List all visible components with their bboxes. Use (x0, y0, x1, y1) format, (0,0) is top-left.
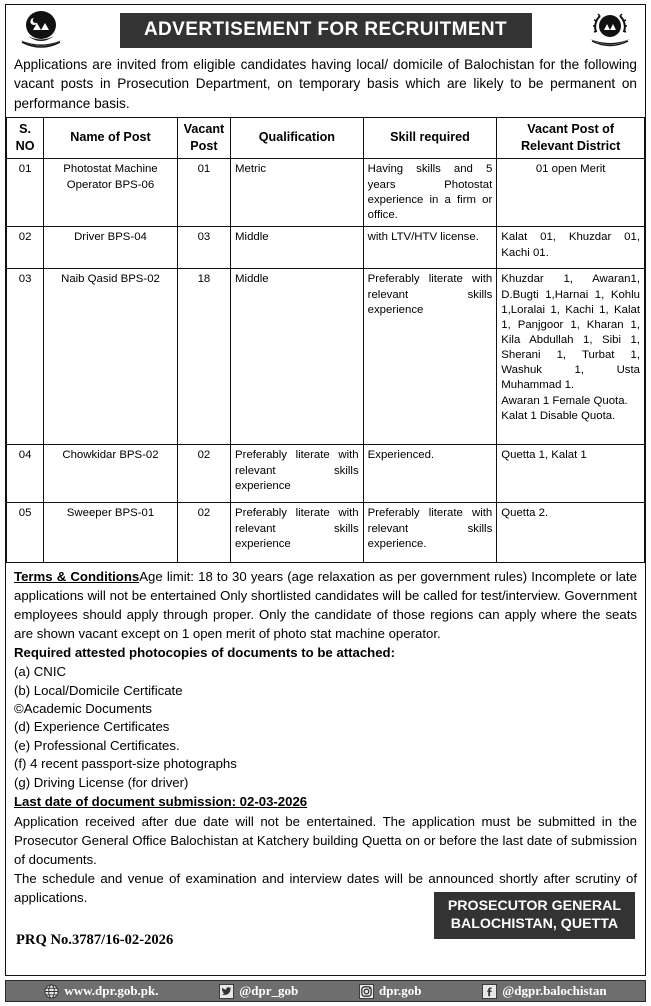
cell-vacant-post: 02 (177, 503, 230, 563)
intro-paragraph: Applications are invited from eligible candidates having local/ domicile of Balochistan for the following vacant posts in Prosecution Department, on temporary basis which are likely to be permanent on performance basis. (14, 57, 637, 111)
cell-name-of-post: Photostat Machine Operator BPS-06 (44, 159, 178, 227)
closing-paragraph-1: Application received after due date will not be entertained. The application must be submitted in the Prosecutor General Office Balochistan at Katchery building Quetta on or before the last date of submission of documents. (14, 814, 637, 867)
cell-name-of-post: Sweeper BPS-01 (44, 503, 178, 563)
column-header-vacant-post: Vacant Post (177, 117, 230, 158)
cell-name-of-post: Naib Qasid BPS-02 (44, 269, 178, 445)
footer-twitter-label: @dpr_gob (239, 983, 299, 998)
page-title: ADVERTISEMENT FOR RECRUITMENT (120, 13, 532, 48)
balochistan-government-emblem-icon (12, 8, 70, 52)
cell-skill: with LTV/HTV license. (363, 227, 497, 269)
district-disable-quota: Kalat 1 Disable Quota. (501, 409, 616, 422)
cell-skill: Preferably literate with relevant skills experience. (363, 503, 497, 563)
cell-district: 01 open Merit (497, 159, 645, 227)
prq-number: PRQ No.3787/16-02-2026 (16, 932, 174, 948)
prosecution-department-emblem-icon (581, 8, 639, 52)
signature-line-1: PROSECUTOR GENERAL (447, 897, 621, 914)
cell-skill: Experienced. (363, 445, 497, 503)
facebook-icon (482, 984, 497, 999)
cell-sno: 05 (7, 503, 44, 563)
cell-district: Quetta 2. (497, 503, 645, 563)
terms-body: Age limit: 18 to 30 years (age relaxation as per government rules) Incomplete or late applications will not be entertained Only shortlisted candidates will be called for test/interview. Government employees should apply through proper. Only the candidate of those regions can apply where the seats are shown vacant except on 1 open merit of photo stat machine operator. (14, 569, 638, 641)
cell-vacant-post: 01 (177, 159, 230, 227)
signature-block (434, 892, 635, 939)
vacancy-table (6, 117, 645, 563)
terms-paragraph (14, 568, 637, 643)
cell-name-of-post: Driver BPS-04 (44, 227, 178, 269)
table-row (7, 445, 645, 503)
last-date-notice: Last date of document submission: 02-03-2026 (14, 794, 308, 810)
table-row (7, 269, 645, 445)
district-main-list: Khuzdar 1, Awaran1, D.Bugti 1,Harnai 1, Kohlu 1,Loralai 1, Kachi 1, Kalat 1, Panjgoor 1, Kharan 1, Kila Abdullah 1, Sibi 1, Sherani 1, Turbat 1, Washuk 1, Usta Muhammad 1. (501, 273, 640, 392)
cell-qualification: Middle (231, 227, 364, 269)
list-item: (d) Experience Certificates (14, 719, 170, 735)
footer-website-label: www.dpr.gob.pk. (64, 983, 159, 998)
cell-skill: Having skills and 5 years Photostat experience in a firm or office. (363, 159, 497, 227)
footer-facebook[interactable] (482, 983, 606, 999)
required-documents-list (14, 663, 637, 792)
list-item: (a) CNIC (14, 664, 67, 680)
required-documents-heading: Required attested photocopies of documents to be attached: (14, 645, 396, 661)
cell-district: Quetta 1, Kalat 1 (497, 445, 645, 503)
column-header-skill-required: Skill required (363, 117, 497, 158)
list-item: (b) Local/Domicile Certificate (14, 682, 183, 698)
cell-district (497, 269, 645, 445)
terms-and-conditions-section (6, 563, 645, 915)
cell-qualification: Preferably literate with relevant skills experience (231, 503, 364, 563)
cell-qualification: Middle (231, 269, 364, 445)
cell-qualification: Preferably literate with relevant skills experience (231, 445, 364, 503)
list-item: ©Academic Documents (14, 701, 152, 716)
table-row (7, 159, 645, 227)
document-header (6, 5, 645, 54)
column-header-vacant-post-district: Vacant Post of Relevant District (497, 117, 645, 158)
cell-qualification: Metric (231, 159, 364, 227)
cell-skill: Preferably literate with relevant skills experience (363, 269, 497, 445)
cell-sno: 04 (7, 445, 44, 503)
social-footer-bar (5, 980, 646, 1002)
footer-instagram-label: dpr.gob (378, 983, 422, 998)
footer-website[interactable] (44, 983, 158, 999)
table-row (7, 227, 645, 269)
list-item: (e) Professional Certificates. (14, 737, 180, 753)
table-header-row (7, 117, 645, 158)
cell-vacant-post: 03 (177, 227, 230, 269)
signature-line-2: BALOCHISTAN, QUETTA (450, 915, 619, 932)
column-header-name-of-post: Name of Post (44, 117, 178, 158)
cell-sno: 02 (7, 227, 44, 269)
district-female-quota: Awaran 1 Female Quota. (501, 394, 628, 407)
footer-twitter[interactable] (219, 983, 298, 999)
document-frame (5, 4, 646, 976)
table-row (7, 503, 645, 563)
column-header-qualification: Qualification (231, 117, 364, 158)
closing-paragraph-2: The schedule and venue of examination and interview dates will be announced shortly after scrutiny of applications. (14, 871, 637, 906)
instagram-icon (359, 984, 374, 999)
list-item: (f) 4 recent passport-size photographs (14, 756, 237, 772)
cell-district: Kalat 01, Khuzdar 01, Kachi 01. (497, 227, 645, 269)
twitter-icon (219, 984, 234, 999)
cell-name-of-post: Chowkidar BPS-02 (44, 445, 178, 503)
terms-heading: Terms & Conditions (14, 569, 140, 585)
footer-facebook-label: @dgpr.balochistan (502, 983, 607, 998)
cell-vacant-post: 18 (177, 269, 230, 445)
cell-sno: 03 (7, 269, 44, 445)
globe-icon (44, 984, 59, 999)
column-header-sno: S. NO (7, 117, 44, 158)
cell-vacant-post: 02 (177, 445, 230, 503)
footer-instagram[interactable] (359, 983, 422, 999)
list-item: (g) Driving License (for driver) (14, 774, 189, 790)
cell-sno: 01 (7, 159, 44, 227)
